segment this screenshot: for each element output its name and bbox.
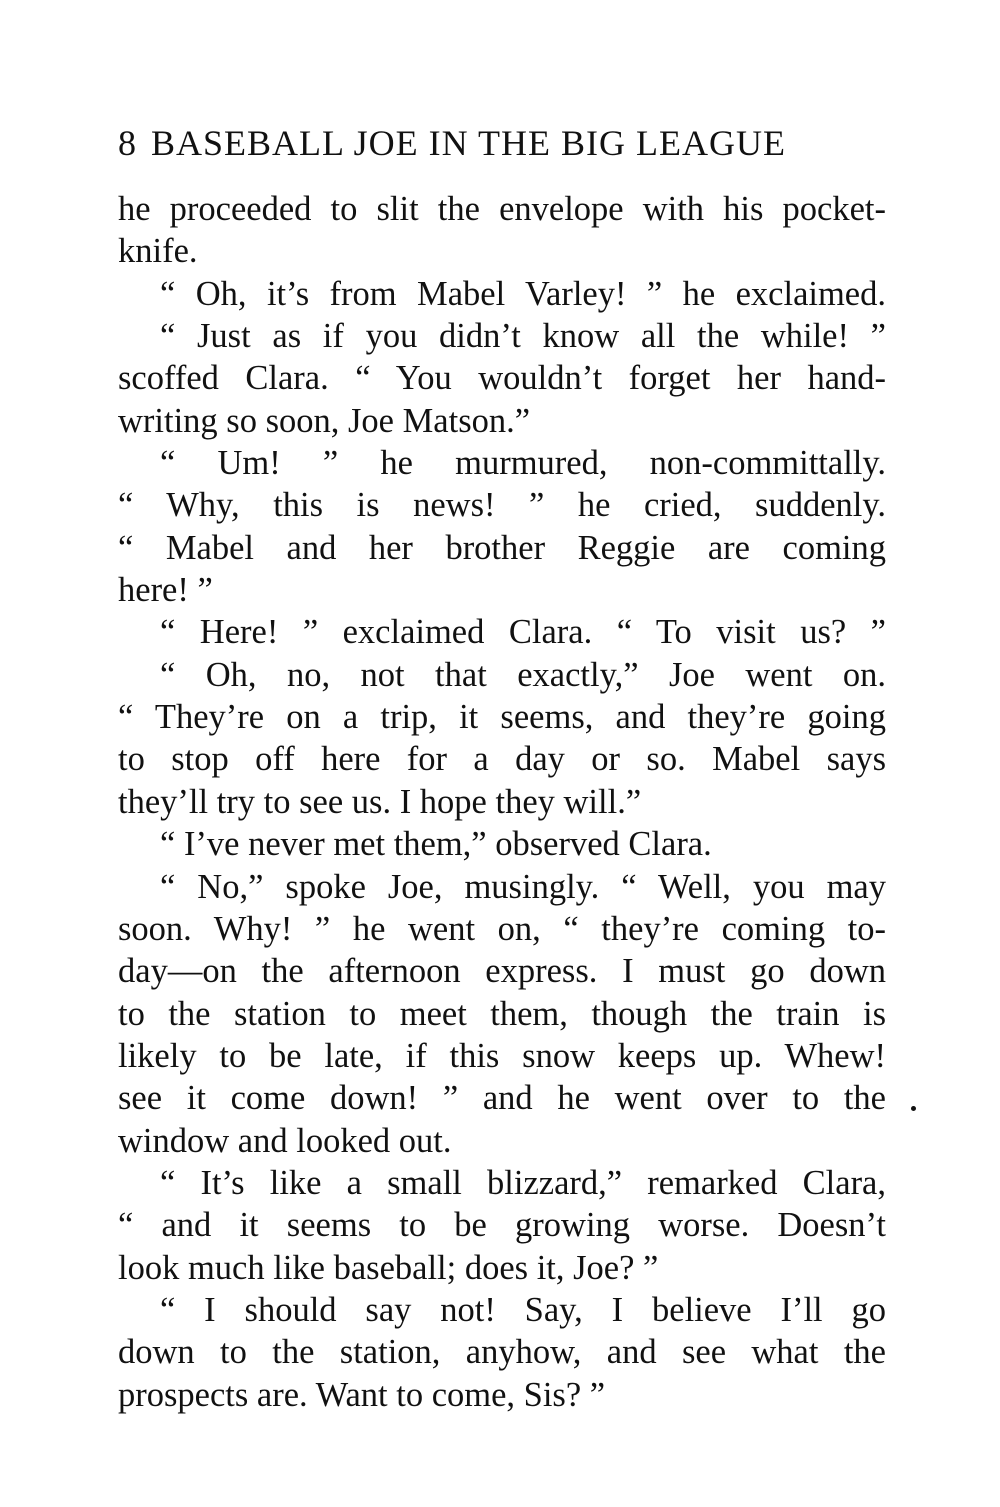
text-line: likely to be late, if this snow keeps up. Whew! xyxy=(118,1036,886,1075)
text-line: down to the station, anyhow, and see what the xyxy=(118,1333,886,1372)
running-header xyxy=(118,122,888,164)
page-number: 8 xyxy=(118,123,137,163)
text-line: “ Oh, no, not that exactly,” Joe went on. xyxy=(160,655,886,694)
text-line: “ Mabel and her brother Reggie are coming xyxy=(118,528,886,567)
text-line: “ Here! ” exclaimed Clara. “ To visit us? ” xyxy=(160,613,886,652)
text-line: to the station to meet them, though the train is xyxy=(118,994,886,1033)
body-text xyxy=(118,188,886,1416)
text-line: see it come down! ” and he went over to the xyxy=(118,1079,886,1118)
text-line: scoffed Clara. “ You wouldn’t forget her hand- xyxy=(118,359,886,398)
text-line: “ I’ve never met them,” observed Clara. xyxy=(160,825,712,864)
text-line: “ They’re on a trip, it seems, and they’re going xyxy=(118,698,886,737)
text-line: “ Just as if you didn’t know all the while! ” xyxy=(160,317,886,356)
text-line: writing so soon, Joe Matson.” xyxy=(118,401,531,440)
text-line: “ It’s like a small blizzard,” remarked Clara, xyxy=(160,1163,886,1202)
text-line: window and looked out. xyxy=(118,1121,452,1160)
text-line: he proceeded to slit the envelope with his pocket- xyxy=(118,190,886,228)
text-line: knife. xyxy=(118,232,198,271)
text-line: “ and it seems to be growing worse. Doesn’t xyxy=(118,1206,886,1245)
text-line: soon. Why! ” he went on, “ they’re coming to- xyxy=(118,909,886,948)
text-line: “ No,” spoke Joe, musingly. “ Well, you may xyxy=(160,867,886,906)
stray-ink-mark xyxy=(911,1106,916,1111)
text-line: “ Um! ” he murmured, non-committally. xyxy=(160,444,886,483)
text-line: they’ll try to see us. I hope they will.” xyxy=(118,782,642,821)
text-line: “ Why, this is news! ” he cried, suddenly. xyxy=(118,486,886,525)
text-line: to stop off here for a day or so. Mabel says xyxy=(118,740,886,779)
text-line: look much like baseball; does it, Joe? ” xyxy=(118,1248,659,1287)
text-line: “ I should say not! Say, I believe I’ll go xyxy=(160,1290,886,1329)
text-line: day—on the afternoon express. I must go down xyxy=(118,952,886,991)
running-title: BASEBALL JOE IN THE BIG LEAGUE xyxy=(151,123,786,163)
text-line: here! ” xyxy=(118,571,213,610)
text-line: prospects are. Want to come, Sis? ” xyxy=(118,1375,606,1414)
text-line: “ Oh, it’s from Mabel Varley! ” he exclaimed. xyxy=(160,274,886,313)
